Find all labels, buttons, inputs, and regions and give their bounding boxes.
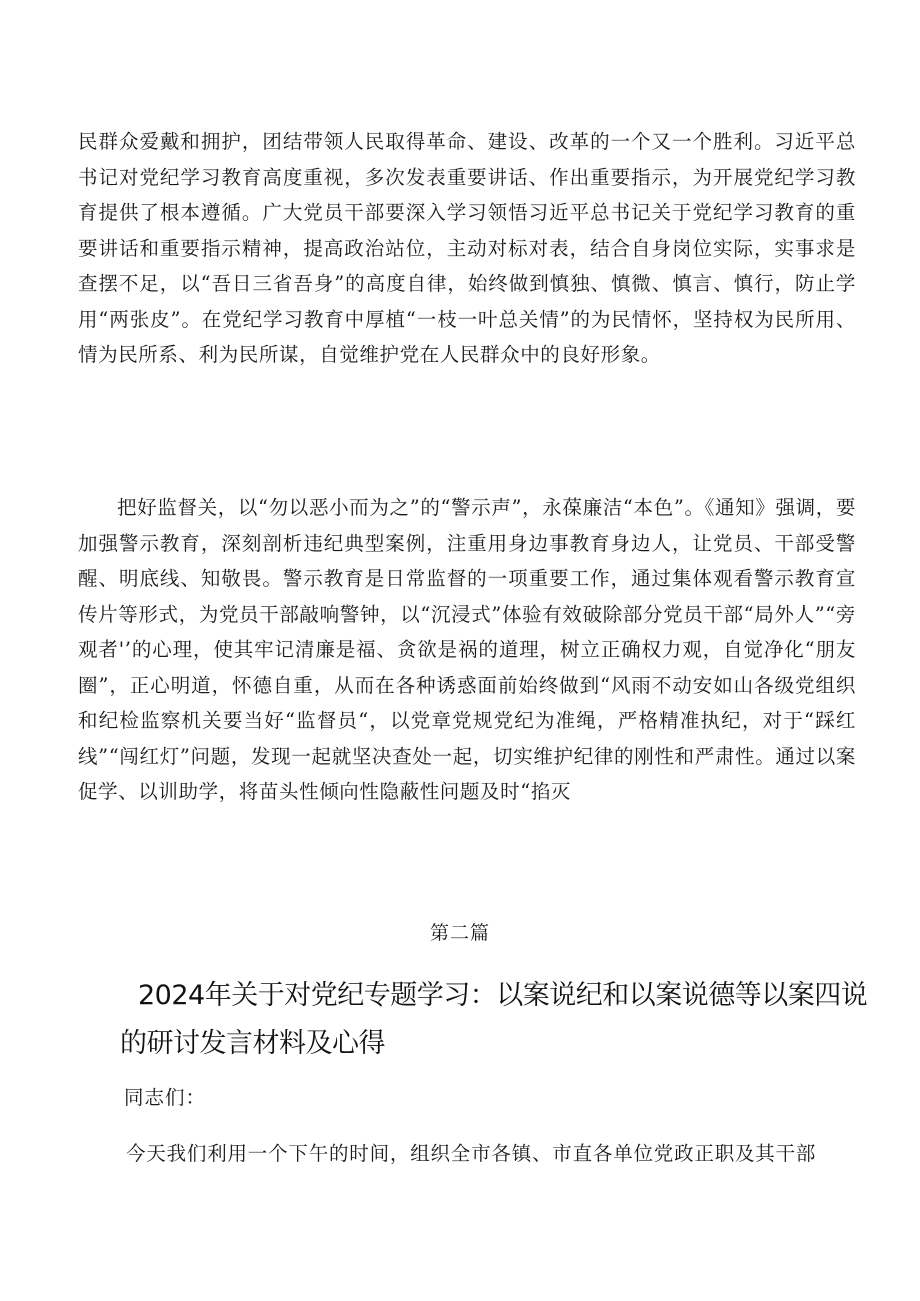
body-paragraph-1: 民群众爱戴和拥护，团结带领人民取得革命、建设、改革的一个又一个胜利。习近平总书记对党纪学习教育高度重视，多次发表重要讲话、作出重要指示，为开展党纪学习教育提供了根本遵循。广大党员干部要深入学习领悟习近平总书记关于党纪学习教育的重要讲话和重要指示精神，提高政治站位，主动对标对表，结合自身岗位实际，实事求是查摆不足，以“吾日三省吾身”的高度自律，始终做到慎独、慎微、慎言、慎行，防止学用“两张皮”。在党纪学习教育中厚植“一枝一叶总关情”的为民情怀，坚持权为民所用、情为民所系、利为民所谋，自觉维护党在人民群众中的良好形象。 [78, 130, 856, 366]
section-label: 第二篇 [429, 922, 490, 944]
body-paragraph-3: 今天我们利用一个下午的时间，组织全市各镇、市直各单位党政正职及其干部 [126, 1142, 817, 1165]
article-title: 2024年关于对党纪专题学习：以案说纪和以案说德等以案四说的研讨发言材料及心得 [120, 980, 868, 1059]
salutation: 同志们： [124, 1086, 207, 1109]
body-paragraph-2: 把好监督关，以“勿以恶小而为之”的“警示声”，永葆廉洁“本色”。《通知》强调，要加强警示教育，深刻剖析违纪典型案例，注重用身边事教育身边人，让党员、干部受警醒、明底线、知敬畏。警示教育是日常监督的一项重要工作，通过集体观看警示教育宣传片等形式，为党员干部敲响警钟，以“沉浸式”体验有效破除部分党员干部“局外人”“旁观者'’的心理，使其牢记清廉是福、贪欲是祸的道理，树立正确权力观，自觉净化“朋友圈”，正心明道，怀德自重，从而在各种诱惑面前始终做到“风雨不动安如山各级党组织和纪检监察机关要当好“监督员“，以党章党规党纪为准绳，严格精准执纪，对于“踩红线”“闯红灯”问题，发现一起就坚决查处一起，切实维护纪律的刚性和严肃性。通过以案促学、以训助学，将苗头性倾向性隐蔽性问题及时“掐灭 [78, 496, 856, 803]
